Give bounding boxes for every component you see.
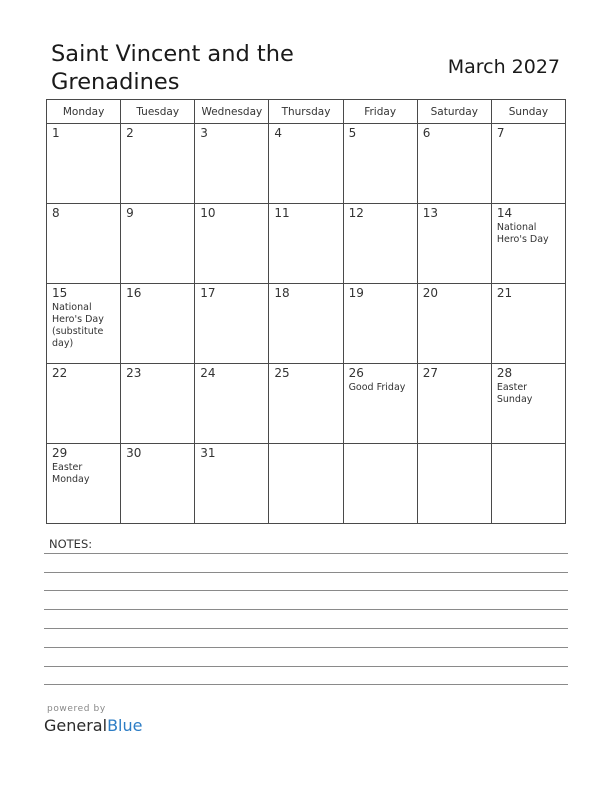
holiday-label: Easter Sunday	[496, 382, 533, 405]
holiday-label: Good Friday	[348, 382, 406, 393]
day-number: 24	[200, 366, 216, 380]
day-number: 22	[52, 366, 68, 380]
day-cell	[47, 284, 121, 364]
day-number: 3	[200, 126, 208, 140]
weekday-header: Thursday	[269, 100, 343, 124]
day-cell	[491, 204, 565, 284]
day-number: 11	[274, 206, 290, 220]
day-cell	[343, 204, 417, 284]
day-number: 5	[348, 126, 357, 140]
day-number: 31	[200, 446, 216, 460]
day-cell	[491, 284, 565, 364]
month-calendar-grid	[46, 99, 566, 524]
notes-line	[44, 553, 568, 554]
notes-label: NOTES:	[49, 537, 93, 551]
week-row	[47, 124, 566, 204]
day-number: 20	[422, 286, 438, 300]
day-cell	[491, 364, 565, 444]
day-cell	[343, 284, 417, 364]
weekday-header-row	[47, 100, 566, 124]
day-cell	[269, 204, 343, 284]
day-cell	[195, 204, 269, 284]
day-number: 1	[52, 126, 60, 140]
day-number: 23	[126, 366, 142, 380]
notes-line	[44, 666, 568, 667]
day-cell	[121, 124, 195, 204]
brand-blue-text: Blue	[107, 716, 143, 735]
weekday-header: Tuesday	[121, 100, 195, 124]
day-number: 9	[126, 206, 134, 220]
day-cell	[269, 364, 343, 444]
day-number: 14	[496, 206, 513, 220]
calendar-title-month: March 2027	[447, 56, 560, 78]
day-cell	[195, 364, 269, 444]
notes-line	[44, 647, 568, 648]
day-number: 19	[348, 286, 364, 300]
day-number: 13	[422, 206, 438, 220]
day-number: 25	[274, 366, 290, 380]
day-cell	[121, 444, 195, 524]
day-cell	[121, 364, 195, 444]
day-cell	[417, 124, 491, 204]
day-cell	[343, 444, 417, 524]
day-number: 8	[52, 206, 60, 220]
notes-line	[44, 684, 568, 685]
day-number: 10	[200, 206, 216, 220]
holiday-label: Easter Monday	[52, 462, 90, 485]
day-cell	[47, 364, 121, 444]
day-cell	[269, 124, 343, 204]
week-row	[47, 364, 566, 444]
day-number: 27	[422, 366, 438, 380]
day-cell	[269, 444, 343, 524]
week-row	[47, 284, 566, 364]
day-number: 18	[274, 286, 290, 300]
day-cell	[417, 444, 491, 524]
day-number: 17	[200, 286, 216, 300]
weekday-header: Saturday	[417, 100, 491, 124]
calendar-title-country: Saint Vincent and the Grenadines	[51, 41, 294, 95]
day-number: 29	[52, 446, 68, 460]
holiday-label: National Hero's Day (substitute day)	[52, 302, 104, 349]
day-cell	[491, 124, 565, 204]
day-number: 6	[422, 126, 431, 140]
weekday-header: Monday	[47, 100, 121, 124]
day-number: 16	[126, 286, 142, 300]
day-number: 12	[348, 206, 364, 220]
day-cell	[195, 124, 269, 204]
week-row	[47, 444, 566, 524]
notes-line	[44, 590, 568, 591]
weekday-header: Friday	[343, 100, 417, 124]
day-number: 21	[496, 286, 513, 300]
notes-line	[44, 609, 568, 610]
day-cell	[417, 284, 491, 364]
day-cell	[47, 444, 121, 524]
day-cell	[47, 124, 121, 204]
day-number: 4	[274, 126, 283, 140]
day-cell	[343, 364, 417, 444]
day-cell	[491, 444, 565, 524]
day-cell	[269, 284, 343, 364]
notes-line	[44, 628, 568, 629]
week-row	[47, 204, 566, 284]
day-cell	[417, 204, 491, 284]
generalblue-logo	[44, 716, 142, 735]
weekday-header: Sunday	[491, 100, 565, 124]
day-number: 2	[126, 126, 134, 140]
day-cell	[343, 124, 417, 204]
day-number: 28	[496, 366, 513, 380]
powered-by-text: powered by	[47, 704, 106, 714]
day-cell	[47, 204, 121, 284]
day-cell	[195, 444, 269, 524]
day-cell	[121, 204, 195, 284]
day-number: 7	[496, 126, 505, 140]
day-number: 30	[126, 446, 142, 460]
day-cell	[417, 364, 491, 444]
day-cell	[121, 284, 195, 364]
day-number: 26	[348, 366, 364, 380]
holiday-label: National Hero's Day	[496, 222, 549, 245]
brand-general-text: General	[44, 716, 108, 735]
day-number: 15	[52, 286, 68, 300]
day-cell	[195, 284, 269, 364]
notes-line	[44, 572, 568, 573]
weekday-header: Wednesday	[195, 100, 269, 124]
